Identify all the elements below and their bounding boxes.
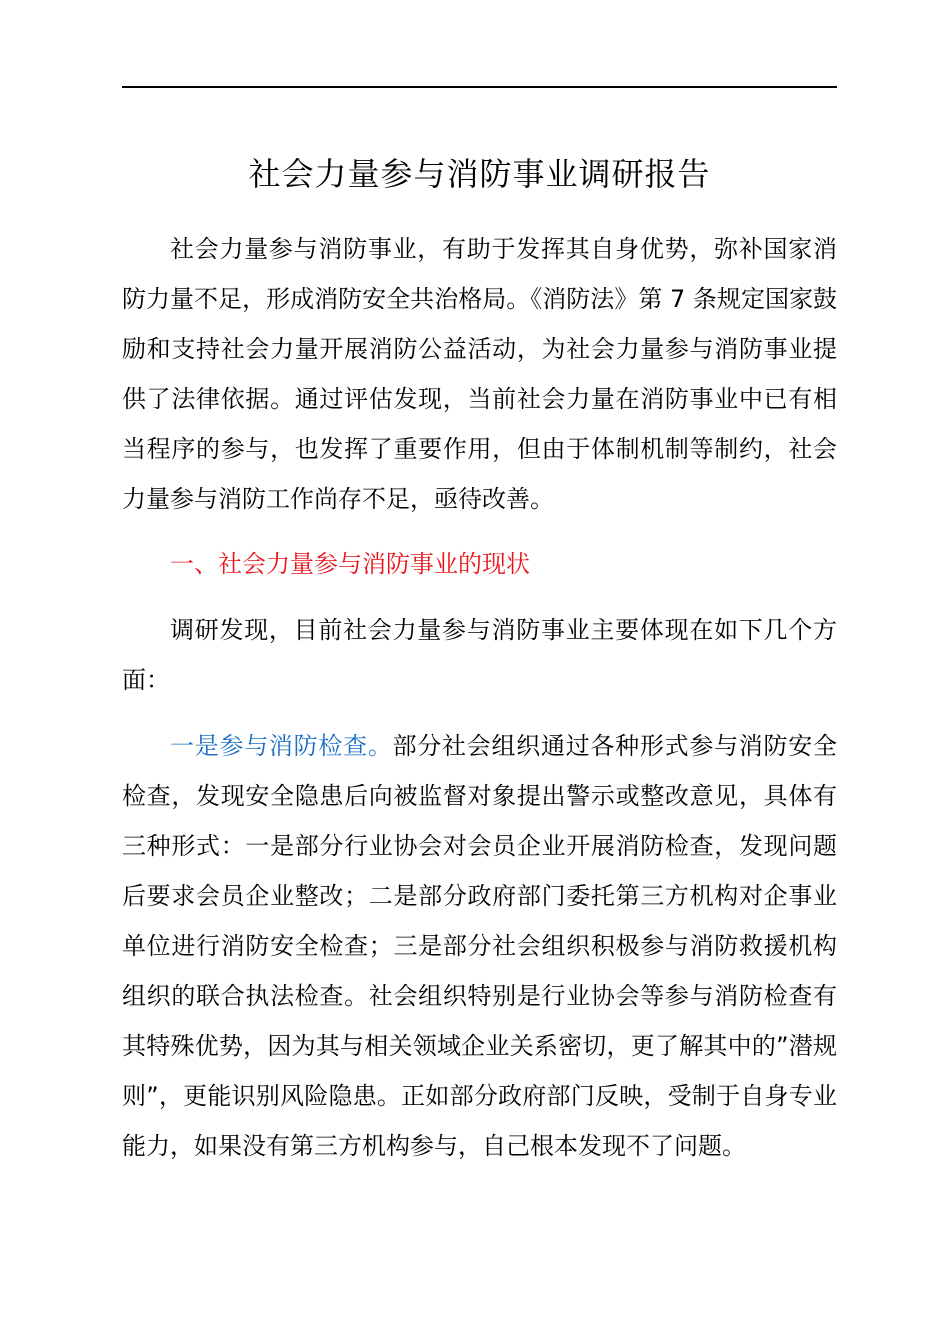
header-rule xyxy=(122,86,837,88)
point1-body: 部分社会组织通过各种形式参与消防安全检查，发现安全隐患后向被监督对象提出警示或整改意见，具体有三种形式：一是部分行业协会对会员企业开展消防检查，发现问题后要求会员企业整改；二是部分政府部门委托第三方机构对企事业单位进行消防安全检查；三是部分社会组织积极参与消防救援机构组织的联合执法检查。社会组织特别是行业协会等参与消防检查有其特殊优势，因为其与相关领域企业关系密切，更了解其中的”潜规则”，更能识别风险隐患。正如部分政府部门反映，受制于自身专业能力，如果没有第三方机构参与，自己根本发现不了问题。 xyxy=(122,732,837,1160)
section-heading-1: 一、社会力量参与消防事业的现状 xyxy=(170,550,530,578)
intro-paragraph: 社会力量参与消防事业，有助于发挥其自身优势，弥补国家消防力量不足，形成消防安全共治格局。《消防法》第 7 条规定国家鼓励和支持社会力量开展消防公益活动，为社会力量参与消防事业提供了法律依据。通过评估发现，当前社会力量在消防事业中已有相当程序的参与，也发挥了重要作用，但由于体制机制等制约，社会力量参与消防工作尚存不足，亟待改善。 xyxy=(122,235,837,513)
point1-lead: 一是参与消防检查。 xyxy=(170,732,393,760)
document-title: 社会力量参与消防事业调研报告 xyxy=(248,155,711,193)
point1-paragraph xyxy=(122,721,837,1171)
survey-intro-paragraph: 调研发现，目前社会力量参与消防事业主要体现在如下几个方面： xyxy=(122,616,837,694)
